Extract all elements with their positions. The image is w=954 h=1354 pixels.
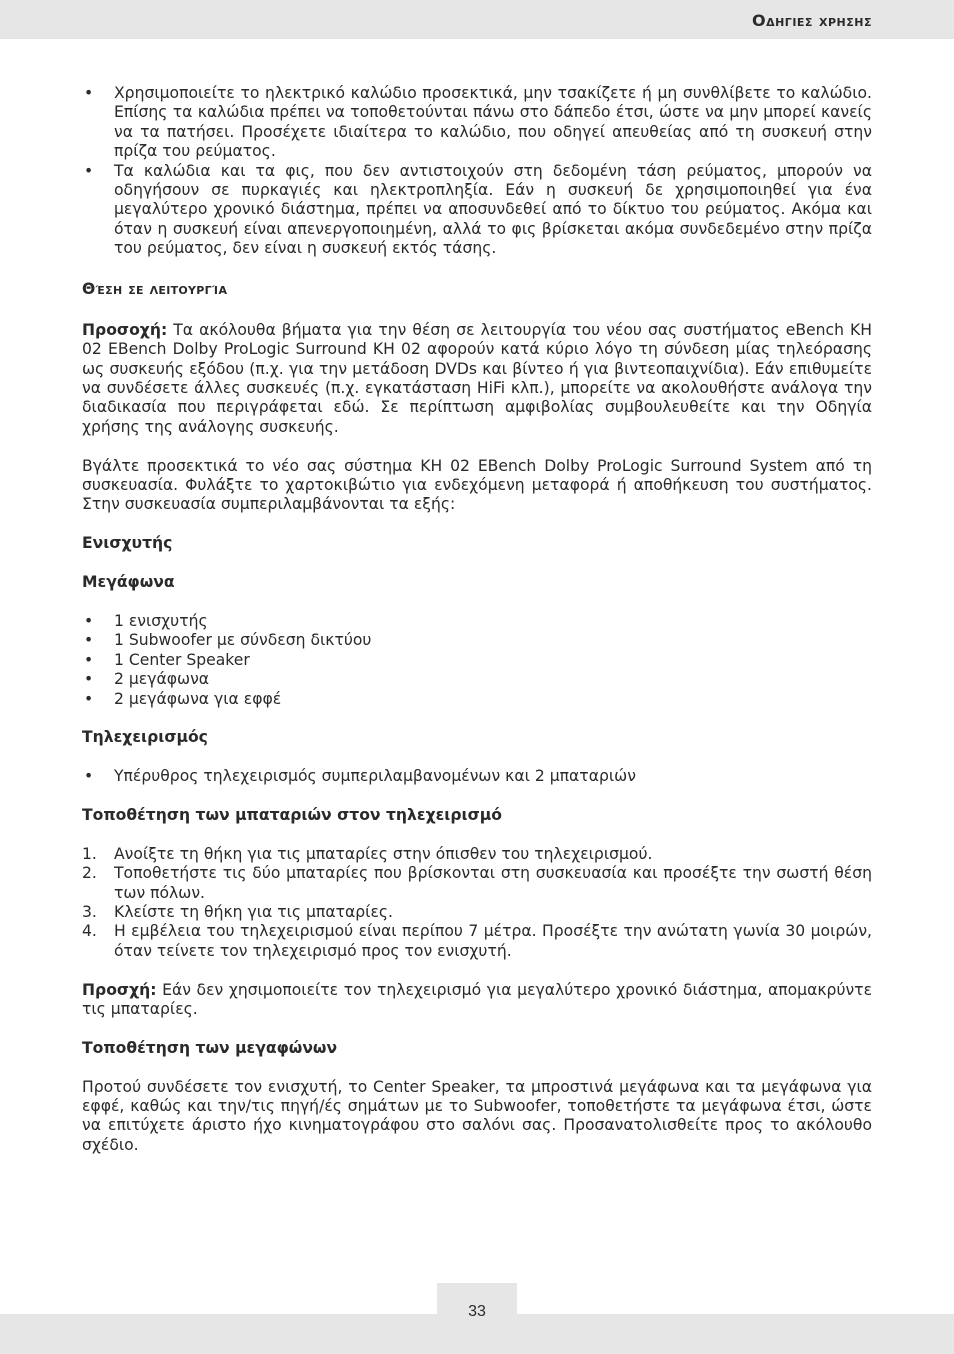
battery-warning-label: Προσχή: <box>82 980 157 999</box>
list-item <box>82 922 872 961</box>
step-text: Η εμβέλεια του τηλεχειρισμού είναι περίπου 7 μέτρα. Προσέξτε την ανώτατη γωνία 30 μοιρών, όταν τείνετε τον τηλεχειρισμό προς τον ενισχυτή. <box>114 922 872 960</box>
battery-warning-text: Εάν δεν χησιμοποιείτε τον τηλεχειρισμό για μεγαλύτερο χρονικό διάστημα, απομακρύντε τις μπαταρίες. <box>82 980 872 1018</box>
list-item: • 1 ενισχυτής <box>82 612 872 631</box>
battery-warning-paragraph <box>82 981 872 1020</box>
page-content <box>82 84 872 1155</box>
unpack-paragraph: Βγάλτε προσεκτικά το νέο σας σύστημα KH 02 EBench Dolby ProLogic Surround System από τη συσκευασία. Φυλάξτε το χαρτοκιβώτιο για ενδεχόμενη μεταφορά ή αποθήκευση του συστήματος. Στην συσκευασία συμπεριλαμβάνονται τα εξής: <box>82 456 872 514</box>
remote-heading: Τηλεχειρισμός <box>82 728 208 747</box>
placement-paragraph: Προτού συνδέσετε τον ενισχυτή, το Center Speaker, τα μπροστινά μεγάφωνα και τα μεγάφωνα για εφφέ, καθώς και την/τις πηγή/ές σημάτων με το Subwoofer, τοποθετήστε τα μεγάφωνα έτσι, ώστε να επιτύχετε άριστο ήχο κινηματογράφου στο σαλόνι σας. Προσανατολισθείτε προς το ακόλουθο σχέδιο. <box>82 1077 872 1154</box>
step-number: 1. <box>82 844 97 863</box>
step-text: Τοποθετήστε τις δύο μπαταρίες που βρίσκονται στη συσκευασία και προσέξτε την σωστή θέση των πόλων. <box>114 864 872 902</box>
speakers-heading: Μεγάφωνα <box>82 573 175 592</box>
list-item: • 1 Subwoofer με σύνδεση δικτύου <box>82 631 872 650</box>
section-title: Θέση σε λειτουργία <box>82 280 228 299</box>
page-number: 33 <box>468 1303 486 1320</box>
list-item <box>82 845 872 864</box>
battery-steps-list <box>82 845 872 961</box>
header-bar <box>0 0 954 39</box>
step-number: 2. <box>82 864 97 883</box>
list-item: • Υπέρυθρος τηλεχειρισμός συμπεριλαμβανομένων και 2 μπαταριών <box>82 767 872 786</box>
list-item <box>82 864 872 903</box>
header-title: Οδηγιες χρησης <box>751 11 872 30</box>
list-item: • 2 μεγάφωνα <box>82 670 872 689</box>
step-text: Κλείστε τη θήκη για τις μπαταρίες. <box>114 902 393 921</box>
caution-label: Προσοχή: <box>82 320 168 339</box>
battery-heading: Τοποθέτηση των μπαταριών στον τηλεχειρισμό <box>82 805 502 824</box>
placement-heading: Τοποθέτηση των μεγαφώνων <box>82 1038 338 1057</box>
package-list <box>82 612 872 709</box>
list-item: • 1 Center Speaker <box>82 651 872 670</box>
caution-paragraph <box>82 321 872 437</box>
step-number: 4. <box>82 922 97 941</box>
list-item <box>82 903 872 922</box>
intro-bullet-list <box>82 84 872 259</box>
amplifier-heading: Ενισχυτής <box>82 534 173 553</box>
list-item: • Χρησιμοποιείτε το ηλεκτρικό καλώδιο προσεκτικά, μην τσακίζετε ή μη συνθλίβετε το καλώδιο. Επίσης τα καλώδια πρέπει να τοποθετούνται πάνω στο δάπεδο έτσι, ώστε να μην μπορεί κανείς να τα πατήσει. Προσέχετε ιδιαίτερα το καλώδιο, που οδηγεί απευθείας από τη συσκευή στην πρίζα του ρεύματος. <box>82 84 872 162</box>
caution-text: Τα ακόλουθα βήματα για την θέση σε λειτουργία του νέου σας συστήματος eBench KH 02 EBench Dolby ProLogic Surround KH 02 αφορούν κατά κύριο λόγο τη σύνδεση μίας τηλεόρασης ως συσκευής εξόδου (π.χ. για την μετάδοση DVDs και βίντεο ή για βιντεοπαιχνίδια). Εάν επιθυμείτε να συνδέσετε άλλες συσκευές (π.χ. εγκατάσταση HiFi κλπ.), μπορείτε να ακολουθήστε ανάλογα την διαδικασία που περιγράφεται εδώ. Σε περίπτωση αμφιβολίας συμβουλευθείτε και την Οδηγία χρήσης της ανάλογης συσκευής. <box>82 320 872 436</box>
list-item: • Τα καλώδια και τα φις, που δεν αντιστοιχούν στη δεδομένη τάση ρεύματος, μπορούν να οδηγήσουν σε πυρκαγιές και ηλεκτροπληξία. Εάν η συσκευή δε χρησιμοποιηθεί για ένα μεγαλύτερο χρονικό διάστημα, πρέπει να αποσυνδεθεί από το δίκτυο του ρεύματος. Ακόμα και όταν η συσκευή είναι απενεργοποιημένη, αλλά το φις βρίσκεται ακόμα συνδεδεμένο στην πρίζα του ρεύματος, δεν είναι η συσκευή εκτός τάσης. <box>82 162 872 259</box>
page-number-box <box>437 1283 517 1354</box>
remote-list <box>82 767 872 786</box>
step-text: Ανοίξτε τη θήκη για τις μπαταρίες στην όπισθεν του τηλεχειρισμού. <box>114 844 653 863</box>
list-item: • 2 μεγάφωνα για εφφέ <box>82 690 872 709</box>
step-number: 3. <box>82 902 97 921</box>
